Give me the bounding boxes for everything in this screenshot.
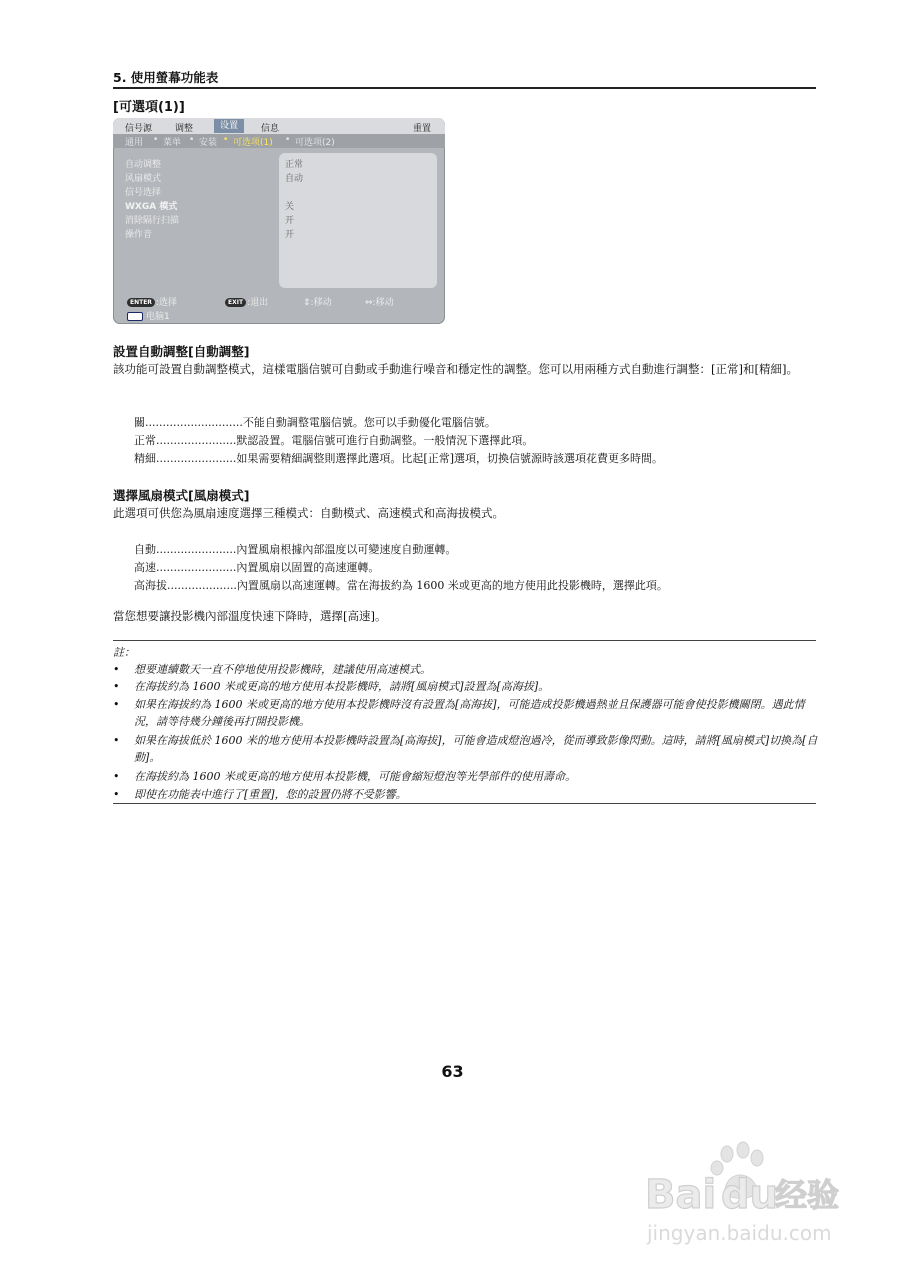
term: 正常 — [134, 434, 156, 447]
auto-adjust-item-normal — [134, 432, 533, 448]
term: 精細 — [134, 452, 156, 465]
fan-mode-item-high — [134, 559, 379, 575]
osd-value-signal-select — [285, 186, 303, 200]
svg-text:jingyan.baidu.com: jingyan.baidu.com — [647, 1221, 832, 1245]
note-text: 想要連續數天一直不停地使用投影機時，建議使用高速模式。 — [134, 663, 431, 676]
leader-dots: .................... — [167, 579, 237, 592]
osd-item-values — [285, 158, 303, 242]
updown-arrow-icon: ⇕ — [303, 298, 311, 308]
osd-value-wxga: 关 — [285, 202, 295, 212]
description: 內置風扇以固置的高速運轉。 — [236, 561, 380, 574]
svg-text:Bai: Bai — [645, 1172, 717, 1218]
leader-dots: ....................... — [156, 434, 237, 447]
osd-value-auto-adjust: 正常 — [285, 160, 304, 170]
osd-tab-info: 信息 — [261, 124, 280, 134]
osd-hint-updown-text: :移动 — [310, 298, 332, 308]
osd-hint-leftright-text: :移动 — [372, 298, 394, 308]
fan-mode-item-high-altitude — [134, 577, 668, 593]
osd-subtab-sep-4: • — [285, 135, 291, 145]
leader-dots: ....................... — [156, 543, 237, 556]
term: 高速 — [134, 561, 156, 574]
term: 高海拔 — [134, 579, 167, 592]
note-item — [113, 786, 818, 803]
osd-label-auto-adjust: 自动调整 — [125, 160, 162, 170]
auto-adjust-item-off — [134, 414, 496, 430]
osd-hint-updown — [303, 295, 332, 308]
page-number: 63 — [441, 1062, 464, 1081]
bullet-icon: • — [113, 680, 120, 693]
bullet-icon: • — [113, 770, 120, 783]
bullet-icon: • — [113, 698, 120, 711]
exit-key-icon: EXIT — [225, 298, 246, 307]
bullet-icon: • — [113, 788, 120, 801]
leader-dots: ....................... — [156, 561, 237, 574]
term: 自動 — [134, 543, 156, 556]
osd-menu-screenshot — [113, 118, 445, 324]
term: 關 — [134, 416, 145, 429]
notes-top-rule — [113, 640, 816, 641]
osd-tab-setup: 设置 — [214, 119, 244, 133]
description: 如果需要精細調整則選擇此選項。比起[正常]選項，切換信號源時該選項花費更多時間。 — [236, 452, 664, 465]
section-title: [可選項(1)] — [113, 100, 185, 115]
note-text: 如果在海拔低於 1600 米的地方使用本投影機時設置為[高海拔]，可能會造成燈泡過冷，從而導致影像閃動。這時，請將[風扇模式]切換為[自動]。 — [134, 734, 818, 764]
note-item — [113, 696, 818, 730]
osd-tab-bar — [113, 118, 445, 134]
osd-item-labels — [125, 158, 179, 242]
osd-subtab-options-1: 可选项(1) — [233, 138, 273, 148]
osd-tab-reset: 重置 — [412, 124, 431, 134]
fan-mode-heading: 選擇風扇模式[風扇模式] — [113, 488, 250, 503]
fan-mode-intro: 此選項可供您為風扇速度選擇三種模式：自動模式、高速模式和高海拔模式。 — [113, 506, 504, 520]
osd-hint-exit — [225, 295, 268, 308]
osd-label-fan-mode: 风扇模式 — [125, 174, 162, 184]
note-text: 如果在海拔約為 1600 米或更高的地方使用本投影機時沒有設置為[高海拔]，可能造成投影機過熱並且保護器可能會使投影機關閉。遇此情況，請等待幾分鐘後再打開投影機。 — [134, 698, 805, 728]
note-text: 在海拔約為 1600 米或更高的地方使用本投影機時，請將[風扇模式]設置為[高海拔]。 — [134, 680, 550, 693]
osd-subtab-menu: 菜单 — [163, 138, 182, 148]
leader-dots: ....................... — [156, 452, 237, 465]
note-text: 在海拔約為 1600 米或更高的地方使用本投影機，可能會縮短燈泡等光學部件的使用壽命。 — [134, 770, 576, 783]
osd-subtab-sep-2: • — [189, 135, 195, 145]
chapter-title: 5. 使用螢幕功能表 — [113, 70, 219, 85]
osd-label-beep: 操作音 — [125, 230, 153, 240]
osd-hint-enter-text: :选择 — [155, 298, 177, 308]
osd-subtab-install: 安装 — [199, 138, 218, 148]
description: 內置風扇根據內部溫度以可變速度自動運轉。 — [236, 543, 457, 556]
baidu-watermark-logo — [645, 1140, 845, 1250]
enter-key-icon: ENTER — [127, 298, 155, 307]
osd-source-indicator — [127, 309, 170, 322]
osd-hint-leftright — [365, 295, 394, 308]
bullet-icon: • — [113, 663, 120, 676]
description: 不能自動調整電腦信號。您可以手動優化電腦信號。 — [242, 416, 496, 429]
note-item — [113, 768, 818, 785]
svg-text:du: du — [721, 1172, 779, 1218]
osd-subtab-sep-1: • — [153, 135, 159, 145]
osd-subtab-bar — [113, 134, 445, 148]
osd-hint-enter — [127, 295, 177, 308]
osd-label-deinterlace: 消除隔行扫描 — [125, 216, 180, 226]
osd-subtab-options-2: 可选项(2) — [295, 138, 335, 148]
note-item — [113, 678, 818, 695]
notes-title: 註： — [113, 646, 135, 659]
fan-mode-item-auto — [134, 541, 456, 557]
osd-tab-source: 信号源 — [125, 124, 153, 134]
note-text: 即使在功能表中進行了[重置]，您的設置仍將不受影響。 — [134, 788, 407, 801]
chapter-divider — [113, 87, 816, 89]
osd-value-fan-mode: 自动 — [285, 174, 304, 184]
osd-hint-exit-text: :退出 — [247, 298, 269, 308]
auto-adjust-heading: 設置自動調整[自動調整] — [113, 344, 250, 359]
osd-label-signal-select: 信号选择 — [125, 188, 162, 198]
osd-key-hints — [127, 295, 437, 307]
osd-value-beep: 开 — [285, 230, 295, 240]
fan-mode-closing: 當您想要讓投影機內部溫度快速下降時，選擇[高速]。 — [113, 609, 387, 623]
osd-source-label: 电脑1 — [146, 312, 170, 322]
note-item — [113, 661, 818, 678]
osd-tab-adjust: 调整 — [175, 124, 194, 134]
notes-bottom-rule — [113, 803, 816, 804]
description: 內置風扇以高速運轉。當在海拔約為 1600 米或更高的地方使用此投影機時，選擇此項。 — [236, 579, 668, 592]
svg-text:经验: 经验 — [775, 1176, 840, 1214]
osd-subtab-sep-3: • — [223, 135, 229, 145]
osd-value-deinterlace: 开 — [285, 216, 295, 226]
leader-dots: ............................ — [145, 416, 243, 429]
leftright-arrow-icon: ⇔ — [365, 298, 373, 308]
description: 默認設置。電腦信號可進行自動調整。一般情況下選擇此項。 — [236, 434, 534, 447]
auto-adjust-item-fine — [134, 450, 663, 466]
osd-subtab-general: 通用 — [125, 138, 144, 148]
auto-adjust-intro: 該功能可設置自動調整模式，這樣電腦信號可自動或手動進行噪音和穩定性的調整。您可以用兩種方式自動進行調整：[正常]和[精細]。 — [113, 362, 798, 376]
osd-label-wxga: WXGA 模式 — [125, 202, 178, 212]
computer-input-icon — [127, 312, 143, 321]
note-item — [113, 732, 818, 766]
bullet-icon: • — [113, 734, 120, 747]
